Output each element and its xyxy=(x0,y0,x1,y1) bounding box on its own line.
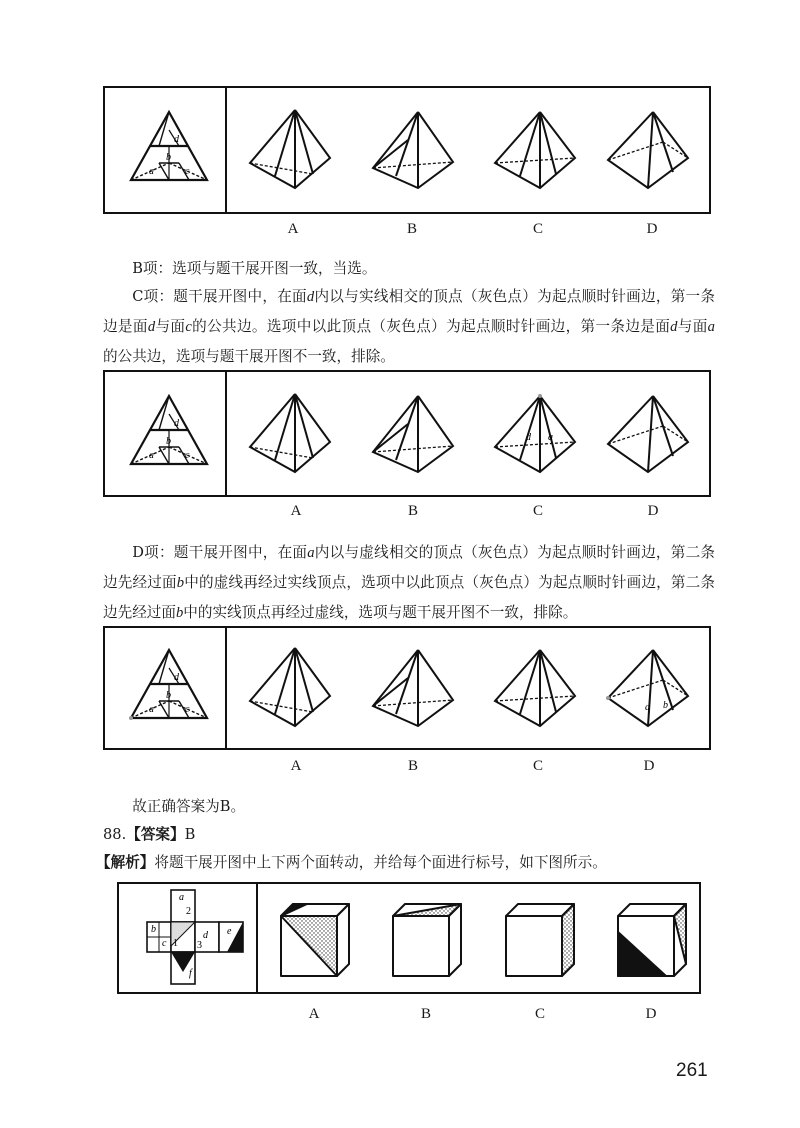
figure-divider xyxy=(256,884,258,992)
svg-text:d: d xyxy=(174,672,179,683)
explanation-b: B项：选项与题干展开图一致，当选。 xyxy=(132,260,377,277)
figure-1 xyxy=(103,86,711,214)
option-label-b: B xyxy=(406,221,418,237)
option-label-a: A xyxy=(290,758,302,774)
figure-divider xyxy=(225,372,227,495)
option-label-a: A xyxy=(287,221,299,237)
option-label-d: D xyxy=(646,221,658,237)
net-letter-c: c xyxy=(162,938,167,949)
pyramid-option-c xyxy=(490,108,580,190)
svg-text:a: a xyxy=(645,702,650,713)
option-label-c: C xyxy=(532,758,544,774)
conclusion: 故正确答案为B。 xyxy=(132,798,246,815)
net-number-1: 1 xyxy=(173,938,178,949)
pyramid-option-d xyxy=(603,392,693,474)
svg-text:a: a xyxy=(149,704,154,715)
svg-text:b: b xyxy=(663,700,668,711)
page-number: 261 xyxy=(676,1060,708,1081)
figure-3 xyxy=(103,626,711,750)
net-letter-f: f xyxy=(189,968,192,979)
pyramid-option-b xyxy=(368,648,458,728)
pyramid-option-c xyxy=(490,646,580,728)
figure-divider xyxy=(225,628,227,748)
svg-text:a: a xyxy=(149,166,154,177)
figure-divider xyxy=(225,88,227,212)
triangle-net xyxy=(129,648,209,720)
svg-text:b: b xyxy=(166,152,171,163)
option-label-b: B xyxy=(420,1006,432,1022)
net-number-2: 2 xyxy=(186,906,191,917)
net-letter-a: a xyxy=(179,892,184,903)
svg-text:c: c xyxy=(185,450,190,461)
pyramid-option-b xyxy=(368,110,458,190)
triangle-net xyxy=(129,110,209,182)
cube-option-a xyxy=(279,902,351,978)
svg-text:a: a xyxy=(149,450,154,461)
pyramid-option-b xyxy=(368,394,458,474)
svg-text:d: d xyxy=(174,134,179,145)
cube-net xyxy=(131,888,247,988)
option-label-b: B xyxy=(407,758,419,774)
svg-text:b: b xyxy=(166,690,171,701)
pyramid-option-a xyxy=(245,646,335,728)
svg-text:a: a xyxy=(548,432,553,443)
cube-option-c xyxy=(504,902,576,978)
cube-option-d xyxy=(616,902,688,978)
triangle-net xyxy=(129,394,209,466)
option-label-d: D xyxy=(647,503,659,519)
option-label-a: A xyxy=(290,503,302,519)
pyramid-option-c xyxy=(490,392,580,474)
cube-option-b xyxy=(391,902,463,978)
option-label-c: C xyxy=(532,503,544,519)
svg-text:b: b xyxy=(166,436,171,447)
option-label-c: C xyxy=(534,1006,546,1022)
net-letter-d: d xyxy=(203,930,208,941)
net-letter-b: b xyxy=(151,924,156,935)
svg-text:c: c xyxy=(185,166,190,177)
pyramid-option-a xyxy=(245,392,335,474)
option-label-c: C xyxy=(532,221,544,237)
net-number-3: 3 xyxy=(197,940,202,951)
option-label-b: B xyxy=(407,503,419,519)
question-88-analysis: 【解析】将题干展开图中上下两个面转动，并给每个面进行标号，如下图所示。 xyxy=(96,854,607,871)
explanation-c: C项：题干展开图中，在面d内以与实线相交的顶点（灰色点）为起点顺时针画边，第一条边是面d与面c的公共边。选项中以此顶点（灰色点）为起点顺时针画边，第一条边是面d与面a的公共边，选项与题干展开图不一致，排除。 xyxy=(103,288,715,365)
option-label-d: D xyxy=(643,758,655,774)
option-label-d: D xyxy=(645,1006,657,1022)
option-label-a: A xyxy=(308,1006,320,1022)
svg-text:c: c xyxy=(185,704,190,715)
net-letter-e: e xyxy=(227,926,232,937)
svg-text:d: d xyxy=(526,432,531,443)
figure-2 xyxy=(103,370,711,497)
pyramid-option-d xyxy=(603,108,693,190)
pyramid-option-d xyxy=(603,646,693,728)
pyramid-option-a xyxy=(245,108,335,190)
figure-4 xyxy=(117,882,701,994)
svg-text:d: d xyxy=(174,418,179,429)
question-88-answer: 88.【答案】B xyxy=(103,826,196,843)
explanation-d: D项：题干展开图中，在面a内以与虚线相交的顶点（灰色点）为起点顺时针画边，第二条边先经过面b中的虚线再经过实线顶点，选项中以此顶点（灰色点）为起点顺时针画边，第二条边先经过面b中的实线顶点再经过虚线，选项与题干展开图不一致，排除。 xyxy=(103,544,715,621)
